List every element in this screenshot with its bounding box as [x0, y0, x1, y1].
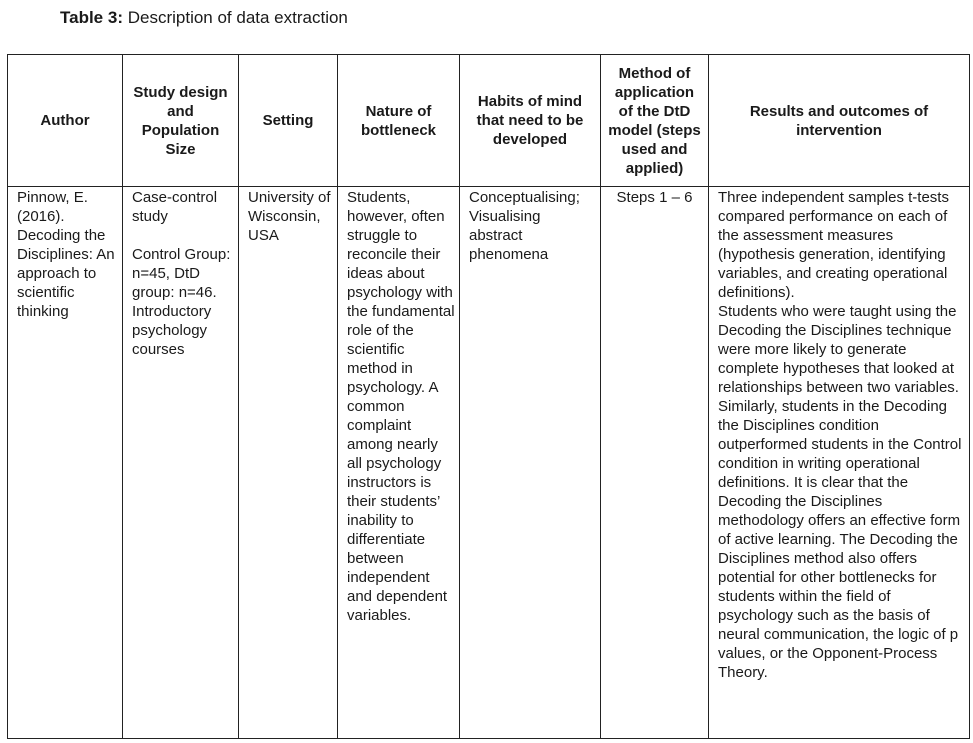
- cell-bottleneck: Students, however, often struggle to reconcile their ideas about psychology with the fundamental role of the scientific method in psychology. A common complaint among nearly all psychology instructors is their students’ inability to differentiate between independent and dependent variables.: [338, 187, 460, 739]
- header-setting: Setting: [239, 55, 338, 187]
- cell-results: [709, 187, 970, 739]
- header-bottleneck: Nature of bottleneck: [338, 55, 460, 187]
- results-text-2: Students who were taught using the Decoding the Disciplines technique were more likely to generate complete hypotheses that looked at relationships between two variables. Similarly, students in the Decoding the Disciplines condition outperformed students in the Control condition in writing operational definitions. It is clear that the Decoding the Disciplines methodology offers an effective form of active learning. The Decoding the Disciplines method also offers potential for other bottlenecks for students within the field of psychology such as the basis of neural communication, the logic of p values, or the Opponent-Process Theory.: [718, 303, 962, 681]
- header-author: Author: [8, 55, 123, 187]
- cell-setting: University of Wisconsin, USA: [239, 187, 338, 739]
- cell-habits: Conceptualising; Visualising abstract phenomena: [460, 187, 601, 739]
- caption-text: Description of data extraction: [127, 8, 348, 27]
- table-caption: [60, 8, 348, 28]
- cell-study-design: [123, 187, 239, 739]
- header-habits: Habits of mind that need to be developed: [460, 55, 601, 187]
- header-results: Results and outcomes of intervention: [709, 55, 970, 187]
- data-extraction-table: [7, 54, 970, 739]
- cell-author: Pinnow, E. (2016). Decoding the Disciplines: An approach to scientific thinking: [8, 187, 123, 739]
- header-study-design: Study design and Population Size: [123, 55, 239, 187]
- header-method: Method of application of the DtD model (steps used and applied): [601, 55, 709, 187]
- header-row: [8, 55, 970, 187]
- results-text-1: Three independent samples t-tests compared performance on each of the assessment measures (hypothesis generation, identifying variables, and creating operational definitions).: [718, 189, 949, 301]
- study-design-text: Case-control study: [132, 189, 218, 225]
- table-row: [8, 187, 970, 739]
- cell-method: Steps 1 – 6: [601, 187, 709, 739]
- caption-label: Table 3:: [60, 8, 123, 27]
- population-size-text: Control Group: n=45, DtD group: n=46. Introductory psychology courses: [132, 246, 231, 358]
